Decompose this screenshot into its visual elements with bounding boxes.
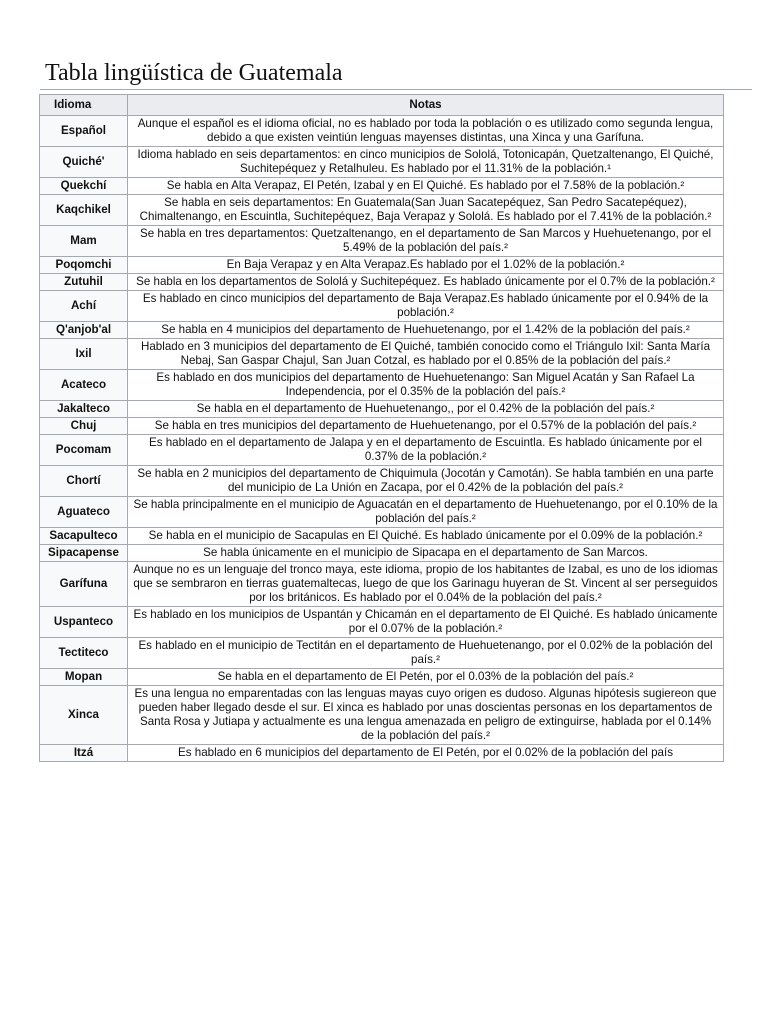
table-row [40, 257, 724, 274]
language-name: Garífuna [40, 562, 128, 607]
language-name: Sipacapense [40, 545, 128, 562]
language-notes: Se habla en el departamento de El Petén, por el 0.03% de la población del país.² [128, 669, 724, 686]
language-notes: Es una lengua no emparentadas con las lenguas mayas cuyo origen es dudoso. Algunas hipótesis sugiereon que pueden haber llegado desde el sur. El xinca es hablado por unas doscientas personas en los departamentos de Santa Rosa y Jutiapa y actualmente es una lengua amenazada en peligro de extinguirse, hablada por el 0.14% de la población del país.² [128, 686, 724, 745]
language-notes: Se habla en 2 municipios del departamento de Chiquimula (Jocotán y Camotán). Se habla también en una parte del municipio de La Unión en Zacapa, por el 0.42% de la población del país.² [128, 466, 724, 497]
language-notes: En Baja Verapaz y en Alta Verapaz.Es hablado por el 1.02% de la población.² [128, 257, 724, 274]
page-title: Tabla lingüística de Guatemala [45, 60, 343, 86]
table-row [40, 466, 724, 497]
table-body [40, 116, 724, 762]
language-notes: Es hablado en dos municipios del departamento de Huehuetenango: San Miguel Acatán y San Rafael La Independencia, por el 0.35% de la población del país.² [128, 370, 724, 401]
language-name: Chortí [40, 466, 128, 497]
table-row [40, 226, 724, 257]
language-name: Tectiteco [40, 638, 128, 669]
language-name: Achí [40, 291, 128, 322]
table-row [40, 435, 724, 466]
language-name: Uspanteco [40, 607, 128, 638]
language-name: Kaqchikel [40, 195, 128, 226]
language-name: Q'anjob'al [40, 322, 128, 339]
language-name: Zutuhil [40, 274, 128, 291]
language-notes: Se habla únicamente en el municipio de Sipacapa en el departamento de San Marcos. [128, 545, 724, 562]
language-notes: Se habla en los departamentos de Sololá y Suchitepéquez. Es hablado únicamente por el 0.7% de la población.² [128, 274, 724, 291]
table-header-row [40, 95, 724, 116]
language-name: Aguateco [40, 497, 128, 528]
title-divider [40, 89, 752, 90]
language-notes: Se habla en Alta Verapaz, El Petén, Izabal y en El Quiché. Es hablado por el 7.58% de la población.² [128, 178, 724, 195]
language-name: Sacapulteco [40, 528, 128, 545]
language-notes: Se habla en tres municipios del departamento de Huehuetenango, por el 0.57% de la población del país.² [128, 418, 724, 435]
table-row [40, 669, 724, 686]
language-notes: Es hablado en el departamento de Jalapa y en el departamento de Escuintla. Es hablado únicamente por el 0.37% de la población.² [128, 435, 724, 466]
language-name: Ixil [40, 339, 128, 370]
table-row [40, 195, 724, 226]
language-name: Chuj [40, 418, 128, 435]
language-notes: Es hablado en el municipio de Tectitán en el departamento de Huehuetenango, por el 0.02% de la población del país.² [128, 638, 724, 669]
table-row [40, 545, 724, 562]
table-row [40, 497, 724, 528]
language-notes: Se habla principalmente en el municipio de Aguacatán en el departamento de Huehuetenango, por el 0.10% de la población del país.² [128, 497, 724, 528]
table-row [40, 562, 724, 607]
table-row [40, 686, 724, 745]
header-language: Idioma [40, 95, 128, 116]
language-name: Mopan [40, 669, 128, 686]
table-row [40, 178, 724, 195]
language-name: Quiché' [40, 147, 128, 178]
language-notes: Idioma hablado en seis departamentos: en cinco municipios de Sololá, Totonicapán, Quetzaltenango, El Quiché, Suchitepéquez y Retalhuleu. Es hablado por el 11.31% de la población.¹ [128, 147, 724, 178]
table-row [40, 607, 724, 638]
language-name: Quekchí [40, 178, 128, 195]
table-row [40, 528, 724, 545]
language-table [39, 94, 724, 762]
language-name: Xinca [40, 686, 128, 745]
language-name: Poqomchi [40, 257, 128, 274]
language-notes: Es hablado en los municipios de Uspantán y Chicamán en el departamento de El Quiché. Es hablado únicamente por el 0.07% de la población.² [128, 607, 724, 638]
table-row [40, 322, 724, 339]
table-row [40, 401, 724, 418]
language-name: Mam [40, 226, 128, 257]
language-name: Pocomam [40, 435, 128, 466]
language-name: Jakalteco [40, 401, 128, 418]
language-notes: Aunque no es un lenguaje del tronco maya, este idioma, propio de los habitantes de Izabal, es uno de los idiomas que se sembraron en tierras guatemaltecas, luego de que los Garinagu huyeran de St. Vincent al ser perseguidos por los británicos. Es hablado por el 0.04% de la población del país.² [128, 562, 724, 607]
language-notes: Se habla en 4 municipios del departamento de Huehuetenango, por el 1.42% de la población del país.² [128, 322, 724, 339]
table-row [40, 418, 724, 435]
table-row [40, 638, 724, 669]
table-row [40, 291, 724, 322]
language-name: Itzá [40, 745, 128, 762]
table-row [40, 339, 724, 370]
language-notes: Se habla en tres departamentos: Quetzaltenango, en el departamento de San Marcos y Huehuetenango, por el 5.49% de la población del país.² [128, 226, 724, 257]
table-row [40, 147, 724, 178]
table-row [40, 274, 724, 291]
language-notes: Aunque el español es el idioma oficial, no es hablado por toda la población o es utilizado como segunda lengua, debido a que existen veintiún lenguas mayenses distintas, una Xinca y una Garífuna. [128, 116, 724, 147]
table-row [40, 745, 724, 762]
table-row [40, 370, 724, 401]
language-notes: Se habla en seis departamentos: En Guatemala(San Juan Sacatepéquez, San Pedro Sacatepéquez), Chimaltenango, en Escuintla, Suchitepéquez, Baja Verapaz y Sololá. Es hablado por el 7.41% de la población.² [128, 195, 724, 226]
language-notes: Es hablado en cinco municipios del departamento de Baja Verapaz.Es hablado únicamente por el 0.94% de la población.² [128, 291, 724, 322]
language-notes: Es hablado en 6 municipios del departamento de El Petén, por el 0.02% de la población del país [128, 745, 724, 762]
language-name: Español [40, 116, 128, 147]
header-notes: Notas [128, 95, 724, 116]
language-notes: Hablado en 3 municipios del departamento de El Quiché, también conocido como el Triángulo Ixil: Santa María Nebaj, San Gaspar Chajul, San Juan Cotzal, es hablado por el 0.85% de la población del país.² [128, 339, 724, 370]
language-notes: Se habla en el municipio de Sacapulas en El Quiché. Es hablado únicamente por el 0.09% de la población.² [128, 528, 724, 545]
language-notes: Se habla en el departamento de Huehuetenango,, por el 0.42% de la población del país.² [128, 401, 724, 418]
language-name: Acateco [40, 370, 128, 401]
table-row [40, 116, 724, 147]
